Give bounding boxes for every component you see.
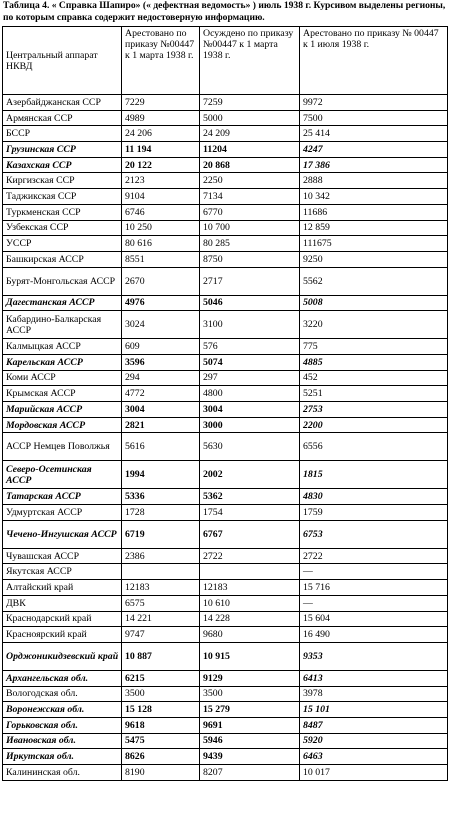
arrested-march-cell: 12183 bbox=[122, 580, 200, 596]
arrested-march-cell: 6215 bbox=[122, 670, 200, 686]
region-cell: Горьковская обл. bbox=[3, 717, 122, 733]
arrested-july-cell: 4247 bbox=[300, 142, 448, 158]
region-cell: Крымская АССР bbox=[3, 386, 122, 402]
region-cell: Бурят-Монгольская АССР bbox=[3, 267, 122, 295]
region-cell: Карельская АССР bbox=[3, 354, 122, 370]
convicted-march-cell: 12183 bbox=[200, 580, 300, 596]
region-cell: Азербайджанская ССР bbox=[3, 95, 122, 111]
region-cell: Иркутская обл. bbox=[3, 749, 122, 765]
convicted-march-cell: 8207 bbox=[200, 765, 300, 781]
region-cell: Узбекская ССР bbox=[3, 220, 122, 236]
arrested-march-cell: 4976 bbox=[122, 295, 200, 311]
region-cell: Краснодарский край bbox=[3, 611, 122, 627]
region-cell: Татарская АССР bbox=[3, 489, 122, 505]
arrested-july-cell: 6413 bbox=[300, 670, 448, 686]
arrested-march-cell: 9104 bbox=[122, 189, 200, 205]
table-row bbox=[3, 157, 448, 173]
table-row bbox=[3, 142, 448, 158]
convicted-march-cell: 6770 bbox=[200, 204, 300, 220]
convicted-march-cell: 5000 bbox=[200, 110, 300, 126]
convicted-march-cell: 5046 bbox=[200, 295, 300, 311]
convicted-march-cell: 10 610 bbox=[200, 595, 300, 611]
arrested-july-cell: 9353 bbox=[300, 642, 448, 670]
table-row bbox=[3, 642, 448, 670]
arrested-july-cell: 25 414 bbox=[300, 126, 448, 142]
table-row bbox=[3, 627, 448, 643]
arrested-july-cell: 17 386 bbox=[300, 157, 448, 173]
arrested-march-cell: 24 206 bbox=[122, 126, 200, 142]
convicted-march-cell: 2250 bbox=[200, 173, 300, 189]
arrested-march-cell: 10 887 bbox=[122, 642, 200, 670]
table-row bbox=[3, 433, 448, 461]
arrested-july-cell: 16 490 bbox=[300, 627, 448, 643]
arrested-july-cell: 1815 bbox=[300, 461, 448, 489]
convicted-march-cell: 5074 bbox=[200, 354, 300, 370]
table-row bbox=[3, 189, 448, 205]
convicted-march-cell: 11204 bbox=[200, 142, 300, 158]
arrested-march-cell: 6746 bbox=[122, 204, 200, 220]
arrested-march-cell: 2386 bbox=[122, 548, 200, 564]
arrested-july-cell: 15 101 bbox=[300, 702, 448, 718]
region-cell: УССР bbox=[3, 236, 122, 252]
table-row bbox=[3, 580, 448, 596]
table-row bbox=[3, 386, 448, 402]
arrested-march-cell: 80 616 bbox=[122, 236, 200, 252]
arrested-march-cell: 3024 bbox=[122, 311, 200, 339]
table-row bbox=[3, 670, 448, 686]
table-row bbox=[3, 402, 448, 418]
convicted-march-cell bbox=[200, 564, 300, 580]
arrested-march-cell: 3004 bbox=[122, 402, 200, 418]
convicted-march-cell: 10 700 bbox=[200, 220, 300, 236]
arrested-july-cell: 775 bbox=[300, 339, 448, 355]
region-cell: Якутская АССР bbox=[3, 564, 122, 580]
data-table bbox=[2, 26, 448, 781]
convicted-march-cell: 14 228 bbox=[200, 611, 300, 627]
table-row bbox=[3, 251, 448, 267]
region-cell: АССР Немцев Поволжья bbox=[3, 433, 122, 461]
arrested-july-cell: 9250 bbox=[300, 251, 448, 267]
region-cell: ДВК bbox=[3, 595, 122, 611]
header-row bbox=[3, 27, 448, 95]
table-row bbox=[3, 564, 448, 580]
convicted-march-cell: 4800 bbox=[200, 386, 300, 402]
arrested-july-cell: 2722 bbox=[300, 548, 448, 564]
convicted-march-cell: 2002 bbox=[200, 461, 300, 489]
arrested-march-cell: 4772 bbox=[122, 386, 200, 402]
arrested-july-cell: 2888 bbox=[300, 173, 448, 189]
convicted-march-cell: 80 285 bbox=[200, 236, 300, 252]
table-row bbox=[3, 126, 448, 142]
arrested-july-cell: 15 604 bbox=[300, 611, 448, 627]
table-row bbox=[3, 733, 448, 749]
table-row bbox=[3, 702, 448, 718]
table-row bbox=[3, 717, 448, 733]
region-cell: Орджоникидзевский край bbox=[3, 642, 122, 670]
region-cell: Киргизская ССР bbox=[3, 173, 122, 189]
convicted-march-cell: 9691 bbox=[200, 717, 300, 733]
table-row bbox=[3, 339, 448, 355]
arrested-march-cell: 14 221 bbox=[122, 611, 200, 627]
region-cell: Удмуртская АССР bbox=[3, 505, 122, 521]
table-row bbox=[3, 236, 448, 252]
region-cell: БССР bbox=[3, 126, 122, 142]
arrested-july-cell: 10 017 bbox=[300, 765, 448, 781]
arrested-july-cell: 6753 bbox=[300, 520, 448, 548]
arrested-july-cell: 2753 bbox=[300, 402, 448, 418]
region-cell: Таджикская ССР bbox=[3, 189, 122, 205]
convicted-march-cell: 9680 bbox=[200, 627, 300, 643]
table-row bbox=[3, 110, 448, 126]
arrested-july-cell: 4830 bbox=[300, 489, 448, 505]
table-row bbox=[3, 548, 448, 564]
arrested-march-cell: 9747 bbox=[122, 627, 200, 643]
region-cell: Вологодская обл. bbox=[3, 686, 122, 702]
arrested-july-cell: 4885 bbox=[300, 354, 448, 370]
table-row bbox=[3, 173, 448, 189]
convicted-march-cell: 3500 bbox=[200, 686, 300, 702]
convicted-march-cell: 5362 bbox=[200, 489, 300, 505]
arrested-march-cell: 5336 bbox=[122, 489, 200, 505]
convicted-march-cell: 15 279 bbox=[200, 702, 300, 718]
table-row bbox=[3, 749, 448, 765]
arrested-march-cell: 9618 bbox=[122, 717, 200, 733]
table-row bbox=[3, 220, 448, 236]
table-row bbox=[3, 505, 448, 521]
region-cell: Марийская АССР bbox=[3, 402, 122, 418]
table-row bbox=[3, 370, 448, 386]
convicted-march-cell: 1754 bbox=[200, 505, 300, 521]
table-row bbox=[3, 595, 448, 611]
arrested-march-cell: 5616 bbox=[122, 433, 200, 461]
arrested-july-cell: 8487 bbox=[300, 717, 448, 733]
arrested-july-cell: 11686 bbox=[300, 204, 448, 220]
arrested-july-cell: 452 bbox=[300, 370, 448, 386]
arrested-march-cell: 2123 bbox=[122, 173, 200, 189]
region-cell: Кабардино-Балкарская АССР bbox=[3, 311, 122, 339]
arrested-july-cell: 2200 bbox=[300, 417, 448, 433]
table-row bbox=[3, 354, 448, 370]
region-cell: Мордовская АССР bbox=[3, 417, 122, 433]
convicted-march-cell: 3004 bbox=[200, 402, 300, 418]
arrested-march-cell: 10 250 bbox=[122, 220, 200, 236]
arrested-july-cell: 6556 bbox=[300, 433, 448, 461]
region-cell: Калмыцкая АССР bbox=[3, 339, 122, 355]
arrested-march-cell: 11 194 bbox=[122, 142, 200, 158]
table-row bbox=[3, 611, 448, 627]
arrested-march-cell: 4989 bbox=[122, 110, 200, 126]
table-row bbox=[3, 461, 448, 489]
arrested-march-cell: 8626 bbox=[122, 749, 200, 765]
region-cell: Грузинская ССР bbox=[3, 142, 122, 158]
region-cell: Коми АССР bbox=[3, 370, 122, 386]
arrested-july-cell: 10 342 bbox=[300, 189, 448, 205]
convicted-march-cell: 2722 bbox=[200, 548, 300, 564]
convicted-march-cell: 24 209 bbox=[200, 126, 300, 142]
arrested-march-cell: 20 122 bbox=[122, 157, 200, 173]
header-region: Центральный аппарат НКВД bbox=[3, 27, 122, 95]
table-caption: Таблица 4. « Справка Шапиро» (« дефектная ведомость» ) июль 1938 г. Курсивом выделены регионы, по которым справка содержит недостоверную информацию. bbox=[3, 0, 446, 23]
convicted-march-cell: 7134 bbox=[200, 189, 300, 205]
region-cell: Ивановская обл. bbox=[3, 733, 122, 749]
arrested-march-cell: 609 bbox=[122, 339, 200, 355]
convicted-march-cell: 8750 bbox=[200, 251, 300, 267]
convicted-march-cell: 5630 bbox=[200, 433, 300, 461]
arrested-march-cell: 294 bbox=[122, 370, 200, 386]
arrested-march-cell: 15 128 bbox=[122, 702, 200, 718]
table-row bbox=[3, 417, 448, 433]
region-cell: Алтайский край bbox=[3, 580, 122, 596]
arrested-july-cell: 5562 bbox=[300, 267, 448, 295]
convicted-march-cell: 20 868 bbox=[200, 157, 300, 173]
arrested-march-cell: 8190 bbox=[122, 765, 200, 781]
arrested-march-cell bbox=[122, 564, 200, 580]
arrested-july-cell: 111675 bbox=[300, 236, 448, 252]
arrested-july-cell: 1759 bbox=[300, 505, 448, 521]
region-cell: Красноярский край bbox=[3, 627, 122, 643]
arrested-july-cell: — bbox=[300, 595, 448, 611]
region-cell: Туркменская ССР bbox=[3, 204, 122, 220]
region-cell: Архангельская обл. bbox=[3, 670, 122, 686]
arrested-march-cell: 3500 bbox=[122, 686, 200, 702]
table-row bbox=[3, 765, 448, 781]
region-cell: Чечено-Ингушская АССР bbox=[3, 520, 122, 548]
arrested-july-cell: 5920 bbox=[300, 733, 448, 749]
arrested-march-cell: 5475 bbox=[122, 733, 200, 749]
arrested-march-cell: 6575 bbox=[122, 595, 200, 611]
arrested-march-cell: 6719 bbox=[122, 520, 200, 548]
convicted-march-cell: 3000 bbox=[200, 417, 300, 433]
region-cell: Башкирская АССР bbox=[3, 251, 122, 267]
arrested-july-cell: 5008 bbox=[300, 295, 448, 311]
header-arrested-july: Арестовано по приказу № 00447 к 1 июля 1938 г. bbox=[300, 27, 448, 95]
convicted-march-cell: 9129 bbox=[200, 670, 300, 686]
arrested-march-cell: 3596 bbox=[122, 354, 200, 370]
table-row bbox=[3, 95, 448, 111]
convicted-march-cell: 7259 bbox=[200, 95, 300, 111]
arrested-july-cell: 3978 bbox=[300, 686, 448, 702]
table-row bbox=[3, 489, 448, 505]
convicted-march-cell: 9439 bbox=[200, 749, 300, 765]
table-row bbox=[3, 267, 448, 295]
arrested-july-cell: 3220 bbox=[300, 311, 448, 339]
region-cell: Чувашская АССР bbox=[3, 548, 122, 564]
region-cell: Воронежская обл. bbox=[3, 702, 122, 718]
arrested-july-cell: 9972 bbox=[300, 95, 448, 111]
arrested-march-cell: 1728 bbox=[122, 505, 200, 521]
arrested-july-cell: — bbox=[300, 564, 448, 580]
table-row bbox=[3, 686, 448, 702]
table-body bbox=[3, 27, 448, 781]
table-row bbox=[3, 520, 448, 548]
convicted-march-cell: 3100 bbox=[200, 311, 300, 339]
region-cell: Дагестанская АССР bbox=[3, 295, 122, 311]
arrested-july-cell: 12 859 bbox=[300, 220, 448, 236]
table-row bbox=[3, 204, 448, 220]
arrested-march-cell: 2670 bbox=[122, 267, 200, 295]
region-cell: Северо-Осетинская АССР bbox=[3, 461, 122, 489]
convicted-march-cell: 297 bbox=[200, 370, 300, 386]
arrested-march-cell: 2821 bbox=[122, 417, 200, 433]
arrested-march-cell: 8551 bbox=[122, 251, 200, 267]
table-row bbox=[3, 295, 448, 311]
convicted-march-cell: 10 915 bbox=[200, 642, 300, 670]
convicted-march-cell: 2717 bbox=[200, 267, 300, 295]
arrested-july-cell: 7500 bbox=[300, 110, 448, 126]
region-cell: Армянская ССР bbox=[3, 110, 122, 126]
header-convicted-march: Осуждено по приказу №00447 к 1 марта 1938 г. bbox=[200, 27, 300, 95]
arrested-july-cell: 5251 bbox=[300, 386, 448, 402]
arrested-march-cell: 1994 bbox=[122, 461, 200, 489]
header-arrested-march: Арестовано по приказу №00447 к 1 марта 1938 г. bbox=[122, 27, 200, 95]
table-row bbox=[3, 311, 448, 339]
region-cell: Казахская ССР bbox=[3, 157, 122, 173]
arrested-march-cell: 7229 bbox=[122, 95, 200, 111]
arrested-july-cell: 15 716 bbox=[300, 580, 448, 596]
arrested-july-cell: 6463 bbox=[300, 749, 448, 765]
convicted-march-cell: 6767 bbox=[200, 520, 300, 548]
convicted-march-cell: 576 bbox=[200, 339, 300, 355]
convicted-march-cell: 5946 bbox=[200, 733, 300, 749]
region-cell: Калининская обл. bbox=[3, 765, 122, 781]
